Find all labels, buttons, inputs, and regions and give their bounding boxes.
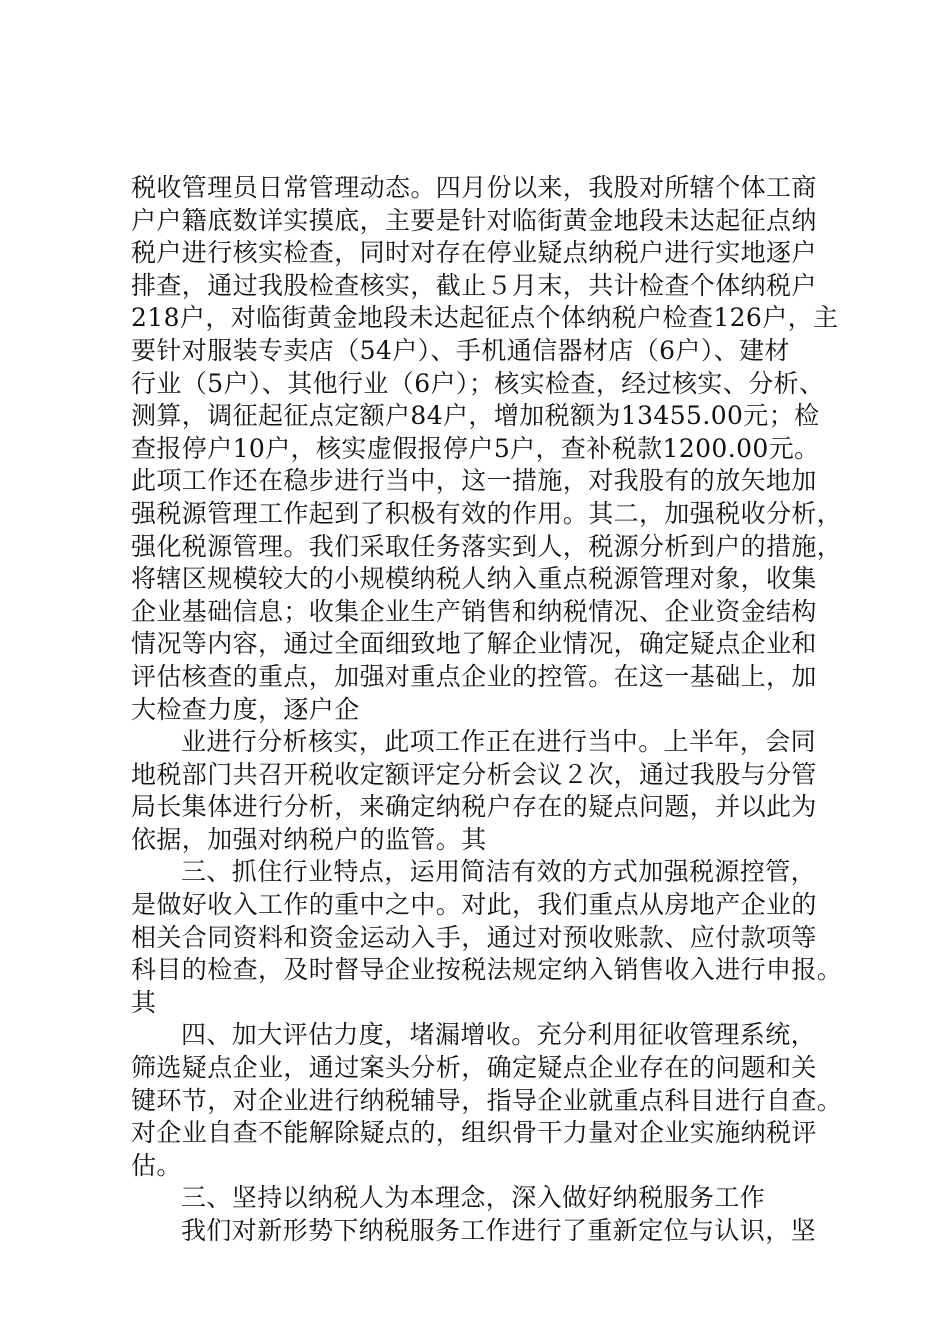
text-line: 四、加大评估力度，堵漏增收。充分利用征收管理系统，: [181, 1020, 817, 1050]
text-line: 地税部门共召开税收定额评定分析会议２次，通过我股与分管: [131, 759, 817, 789]
text-line: 其: [131, 987, 157, 1017]
text-line: 键环节，对企业进行纳税辅导，指导企业就重点科目进行自查。: [131, 1085, 843, 1115]
document-body: [131, 172, 851, 1248]
text-line: 要针对服装专卖店（54户）、手机通信器材店（6户）、建材: [131, 335, 790, 365]
text-line: 218户，对临街黄金地段未达起征点个体纳税户检查126户，主: [131, 303, 839, 333]
text-line: 筛选疑点企业，通过案头分析，确定疑点企业存在的问题和关: [131, 1053, 817, 1083]
text-line: 三、坚持以纳税人为本理念，深入做好纳税服务工作: [181, 1183, 766, 1213]
text-line: 税户进行核实检查，同时对存在停业疑点纳税户进行实地逐户: [131, 238, 817, 268]
text-line: 对企业自查不能解除疑点的，组织骨干力量对企业实施纳税评: [131, 1118, 817, 1148]
text-line: 测算，调征起征点定额户84户，增加税额为13455.00元；检: [131, 401, 820, 431]
text-line: 我们对新形势下纳税服务工作进行了重新定位与认识，坚: [181, 1216, 817, 1245]
text-line: 局长集体进行分析，来确定纳税户存在的疑点问题，并以此为: [131, 792, 817, 822]
text-line: 企业基础信息；收集企业生产销售和纳税情况、企业资金结构: [131, 596, 817, 626]
text-line: 税收管理员日常管理动态。四月份以来，我股对所辖个体工商: [131, 173, 817, 202]
text-line: 大检查力度，逐户企: [131, 694, 360, 724]
text-line: 强化税源管理。我们采取任务落实到人，税源分析到户的措施，: [131, 531, 843, 561]
text-line: 评估核查的重点，加强对重点企业的控管。在这一基础上，加: [131, 661, 817, 691]
text-line: 三、抓住行业特点，运用简洁有效的方式加强税源控管，: [181, 857, 817, 887]
text-line: 将辖区规模较大的小规模纳税人纳入重点税源管理对象，收集: [131, 564, 817, 594]
text-line: 排查，通过我股检查核实，截止５月末，共计检查个体纳税户: [131, 270, 817, 300]
text-line: 户户籍底数详实摸底，主要是针对临街黄金地段未达起征点纳: [131, 205, 817, 235]
text-line: 相关合同资料和资金运动入手，通过对预收账款、应付款项等: [131, 922, 817, 952]
text-line: 此项工作还在稳步进行当中，这一措施，对我股有的放矢地加: [131, 466, 817, 496]
text-line: 估。: [131, 1150, 182, 1180]
text-line: 是做好收入工作的重中之中。对此，我们重点从房地产企业的: [131, 890, 817, 920]
text-line: 情况等内容，通过全面细致地了解企业情况，确定疑点企业和: [131, 629, 817, 659]
text-line: 依据，加强对纳税户的监管。其: [131, 824, 487, 854]
text-line: 查报停户10户，核实虚假报停户5户，查补税款1200.00元。: [131, 433, 820, 463]
text-line: 业进行分析核实，此项工作正在进行当中。上半年，会同: [181, 727, 817, 757]
text-line: 行业（5户）、其他行业（6户）；核实检查，经过核实、分析、: [131, 368, 825, 398]
text-line: 强税源管理工作起到了积极有效的作用。其二，加强税收分析，: [131, 498, 843, 528]
text-line: 科目的检查，及时督导企业按税法规定纳入销售收入进行申报。: [131, 955, 843, 985]
